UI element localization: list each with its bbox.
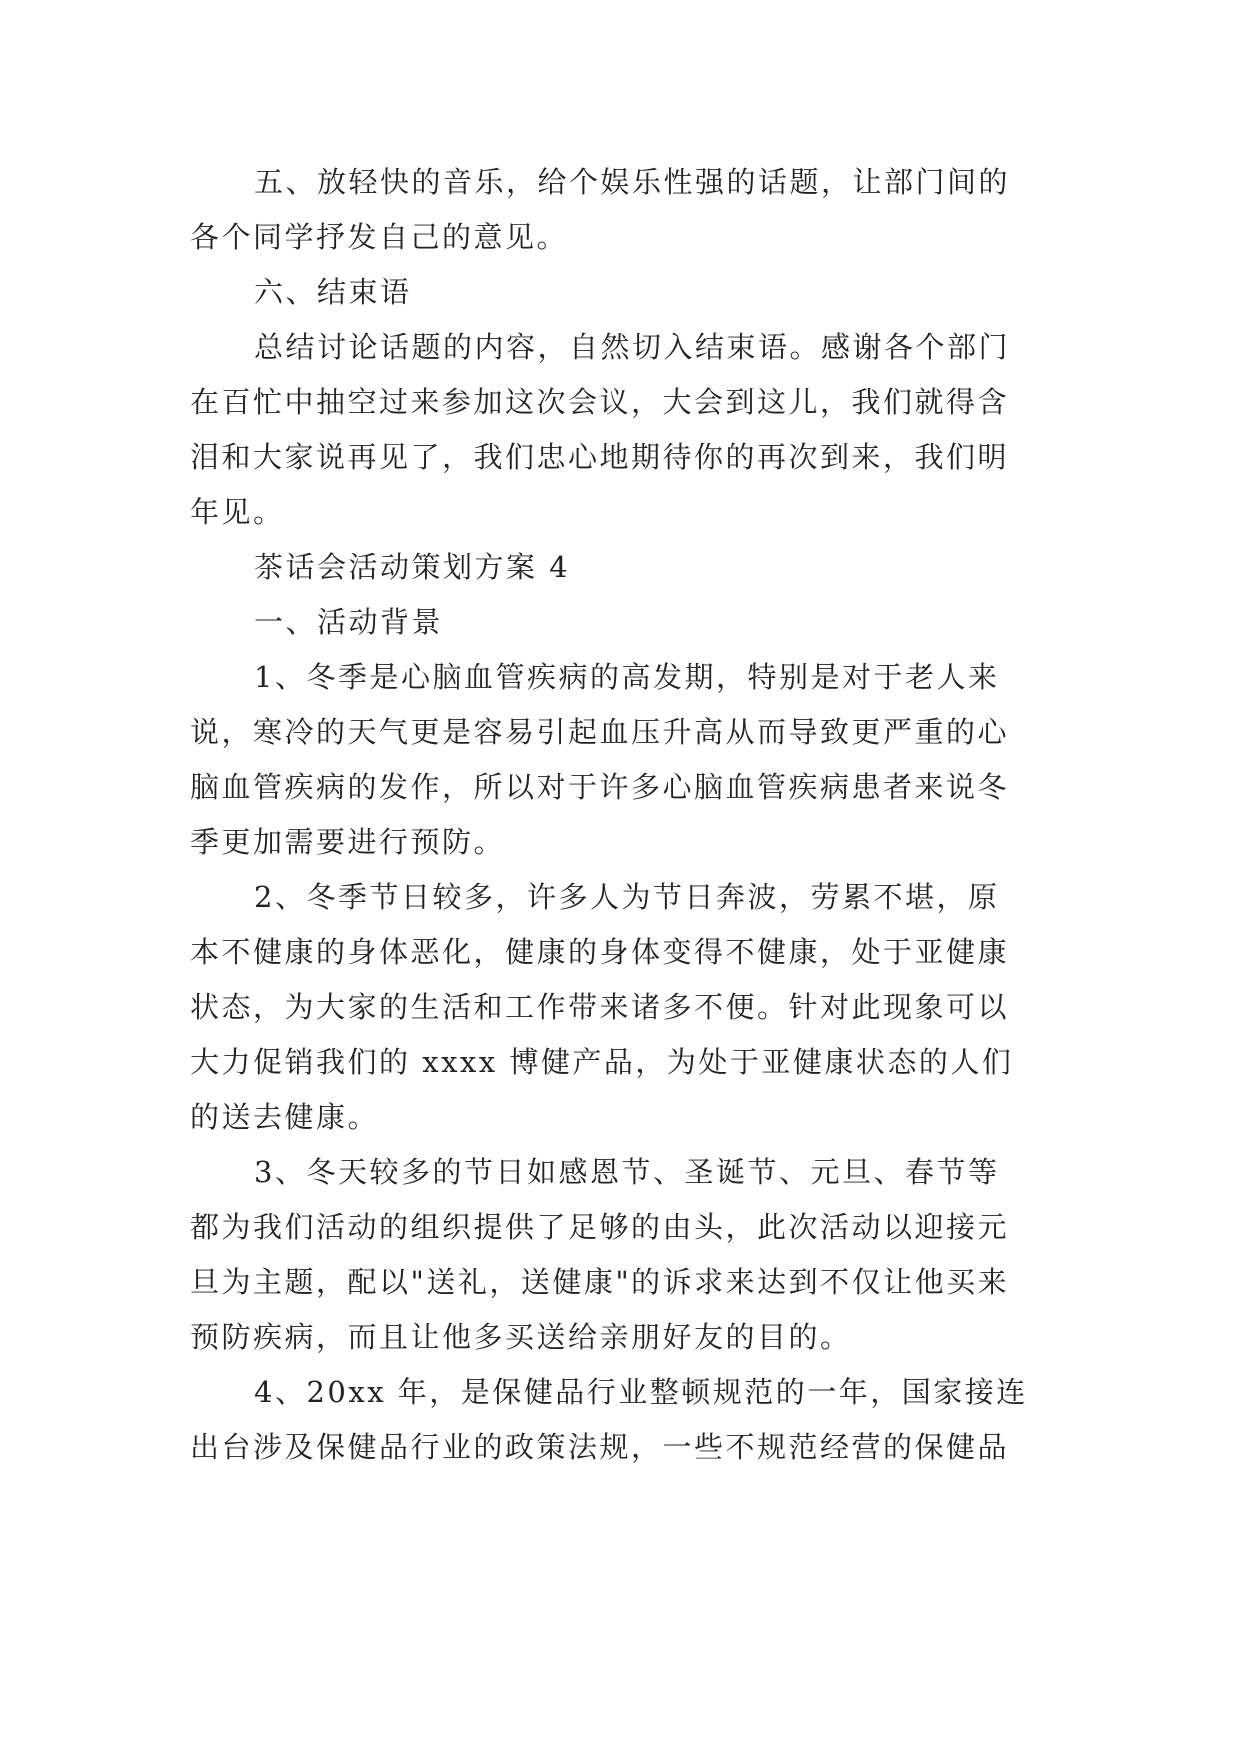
document-body bbox=[190, 155, 1052, 1475]
text-line: 3、冬天较多的节日如感恩节、圣诞节、元旦、春节等 bbox=[254, 1155, 1000, 1189]
text-line: 本不健康的身体恶化，健康的身体变得不健康，处于亚健康 bbox=[190, 935, 1010, 969]
text-line: 总结讨论话题的内容，自然切入结束语。感谢各个部门 bbox=[254, 330, 1011, 364]
text-line: 出台涉及保健品行业的政策法规，一些不规范经营的保健品 bbox=[190, 1430, 1010, 1464]
text-line: 在百忙中抽空过来参加这次会议，大会到这儿，我们就得含 bbox=[190, 385, 1010, 419]
text-line: 五、放轻快的音乐，给个娱乐性强的话题，让部门间的 bbox=[254, 165, 1011, 199]
text-line: 说，寒冷的天气更是容易引起血压升高从而导致更严重的心 bbox=[190, 715, 1010, 749]
text-line: 泪和大家说再见了，我们忠心地期待你的再次到来，我们明 bbox=[190, 440, 1010, 474]
text-line: 状态，为大家的生活和工作带来诸多不便。针对此现象可以 bbox=[190, 990, 1010, 1024]
document-title: 茶话会活动策划方案 4 bbox=[254, 550, 571, 584]
text-line: 2、冬季节日较多，许多人为节日奔波，劳累不堪，原 bbox=[254, 880, 1000, 914]
text-line: 旦为主题，配以"送礼，送健康"的诉求来达到不仅让他买来 bbox=[190, 1265, 1010, 1299]
text-line: 1、冬季是心脑血管疾病的高发期，特别是对于老人来 bbox=[254, 660, 1000, 694]
text-line: 年见。 bbox=[190, 495, 285, 529]
text-line: 大力促销我们的 xxxx 博健产品，为处于亚健康状态的人们 bbox=[190, 1045, 1014, 1079]
text-line: 季更加需要进行预防。 bbox=[190, 825, 506, 859]
text-line: 的送去健康。 bbox=[190, 1100, 380, 1134]
text-line: 都为我们活动的组织提供了足够的由头，此次活动以迎接元 bbox=[190, 1210, 1010, 1244]
text-line: 4、20xx 年，是保健品行业整顿规范的一年，国家接连 bbox=[254, 1375, 1028, 1409]
section-heading: 一、活动背景 bbox=[254, 605, 444, 639]
section-heading: 六、结束语 bbox=[254, 275, 412, 309]
text-line: 预防疾病，而且让他多买送给亲朋好友的目的。 bbox=[190, 1320, 852, 1354]
text-line: 各个同学抒发自己的意见。 bbox=[190, 220, 569, 254]
text-line: 脑血管疾病的发作，所以对于许多心脑血管疾病患者来说冬 bbox=[190, 770, 1010, 804]
